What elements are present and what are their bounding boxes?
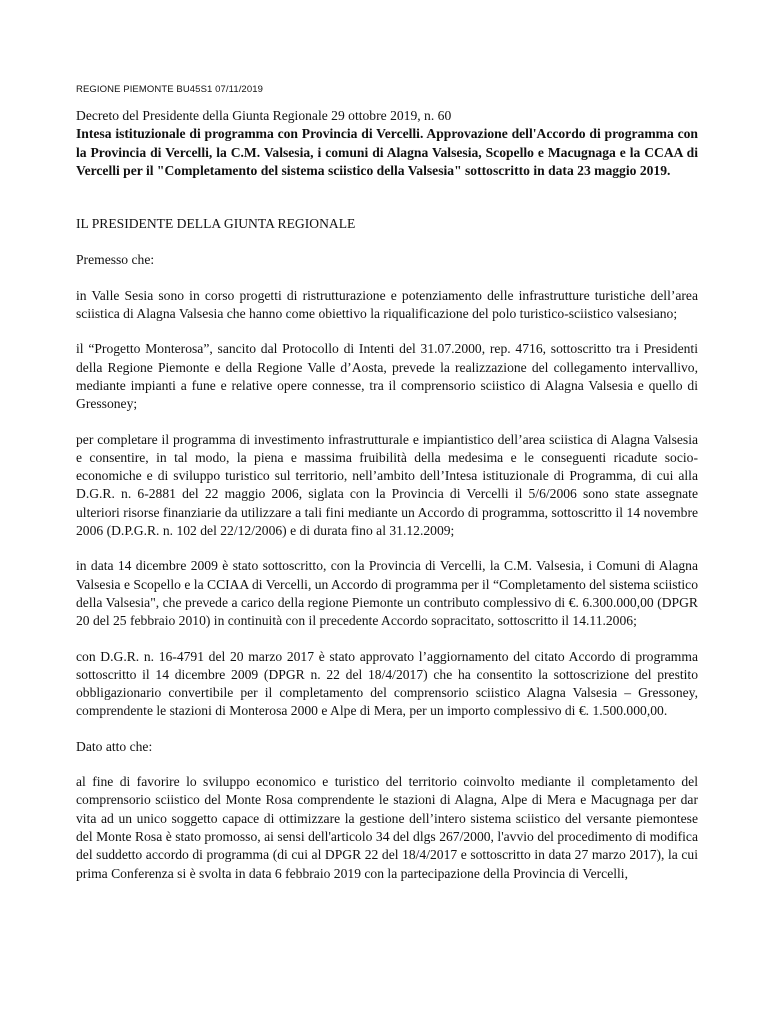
paragraph: per completare il programma di investimento infrastrutturale e impiantistico dell’area sciistica di Alagna Valsesia e consentire, in tal modo, la piena e massima fruibilità della medesima e le conseguenti ricadute socio-economiche e di sviluppo turistico sul territorio, nell’ambito dell’Intesa istituzionale di Programma, di cui alla D.G.R. n. 6-2881 del 22 maggio 2006, siglata con la Provincia di Vercelli il 5/6/2006 sono state assegnate ulteriori risorse finanziarie da utilizzare a tali fini mediante un Accordo di programma, sottoscritto il 14 novembre 2006 (D.P.G.R. n. 102 del 22/12/2006) e di durata fino al 31.12.2009;: [76, 431, 698, 539]
paragraph: con D.G.R. n. 16-4791 del 20 marzo 2017 è stato approvato l’aggiornamento del citato Accordo di programma sottoscritto il 14 dicembre 2009 (DPGR n. 22 del 18/4/2017) che ha consentito la sottoscrizione del prestito obbligazionario convertibile per il completamento del comprensorio sciistico Alagna Valsesia – Gressoney, comprendente le stazioni di Monterosa 2000 e Alpe di Mera, per un importo complessivo di €. 1.500.000,00.: [76, 648, 698, 719]
paragraph: in Valle Sesia sono in corso progetti di ristrutturazione e potenziamento delle infrastrutture turistiche dell’area sciistica di Alagna Valsesia che hanno come obiettivo la riqualificazione del polo turistico-sciistico valsesiano;: [76, 287, 698, 322]
dato-atto-label: Dato atto che:: [76, 738, 153, 754]
decree-title: Intesa istituzionale di programma con Provincia di Vercelli. Approvazione dell'Accordo di programma con la Provincia di Vercelli, la C.M. Valsesia, i comuni di Alagna Valsesia, Scopello e Macugnaga e la CCAA di Vercelli per il "Completamento del sistema sciistico della Valsesia" sottoscritto in data 23 maggio 2019.: [76, 126, 698, 178]
section-heading: IL PRESIDENTE DELLA GIUNTA REGIONALE: [76, 216, 356, 232]
paragraph: il “Progetto Monterosa”, sancito dal Protocollo di Intenti del 31.07.2000, rep. 4716, sottoscritto tra i Presidenti della Regione Piemonte e della Regione Valle d’Aosta, prevede la realizzazione del collegamento intervallivo, mediante impianti a fune e relative opere connesse, tra il comprensorio sciistico di Alagna Valsesia e quello di Gressoney;: [76, 341, 698, 412]
paragraph: al fine di favorire lo sviluppo economico e turistico del territorio coinvolto mediante il completamento del comprensorio sciistico del Monte Rosa comprendente le stazioni di Alagna, Alpe di Mera e Macugnaga per dar vita ad un unico soggetto capace di ottimizzare la gestione dell’intero sistema sciistico del versante piemontese del Monte Rosa è stato promosso, ai sensi dell'articolo 34 del dlgs 267/2000, l'avvio del procedimento di modifica del suddetto accordo di programma (di cui al DPGR 22 del 18/4/2017 e sottoscritto in data 27 marzo 2017), la cui prima Conferenza si è svolta in data 6 febbraio 2019 con la partecipazione della Provincia di Vercelli,: [76, 774, 698, 881]
premesso-label: Premesso che:: [76, 252, 155, 268]
document-body: [76, 107, 698, 883]
decree-line: Decreto del Presidente della Giunta Regionale 29 ottobre 2019, n. 60: [76, 108, 452, 123]
bulletin-header: REGIONE PIEMONTE BU45S1 07/11/2019: [76, 84, 263, 95]
paragraph: in data 14 dicembre 2009 è stato sottoscritto, con la Provincia di Vercelli, la C.M. Valsesia, i Comuni di Alagna Valsesia e Scopello e la CCIAA di Vercelli, un Accordo di programma per il “Completamento del sistema sciistico della Valsesia", che prevede a carico della regione Piemonte un contributo complessivo di €. 6.300.000,00 (DPGR 20 del 25 febbraio 2010) in continuità con il precedente Accordo sopracitato, sottoscritto il 14.11.2006;: [76, 558, 698, 629]
